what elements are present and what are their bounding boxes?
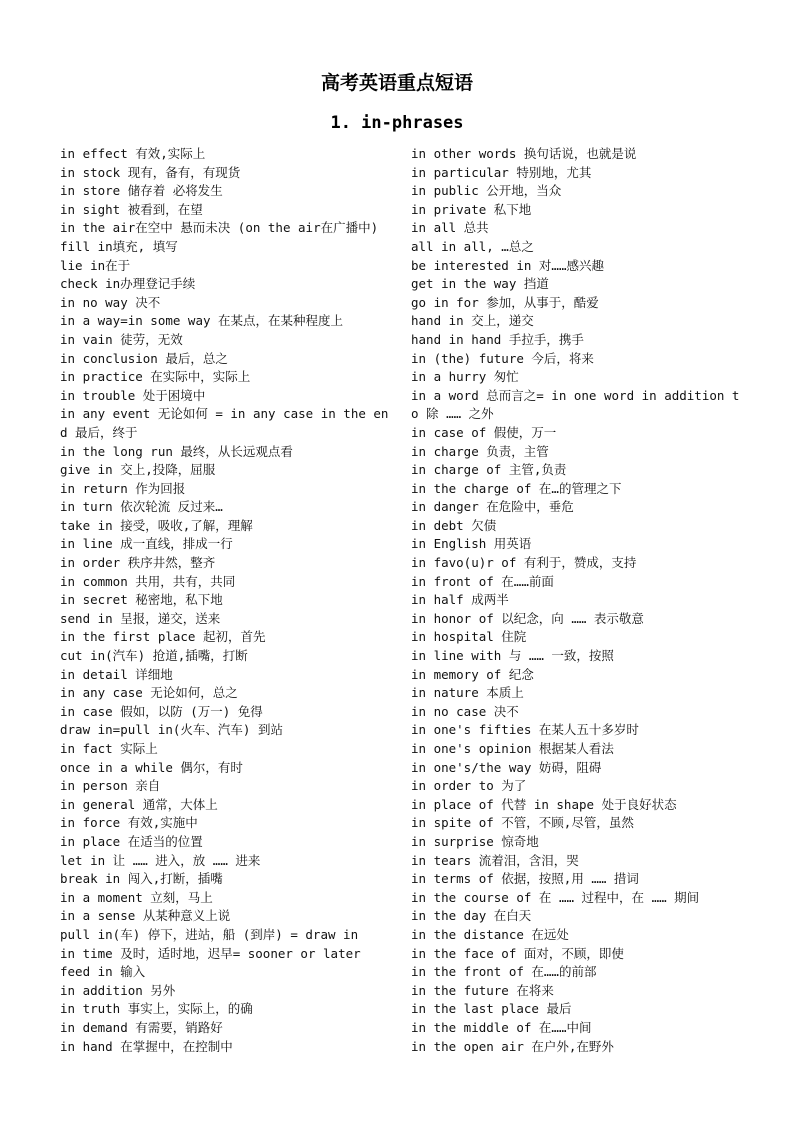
right-phrase-column bbox=[411, 145, 741, 1056]
left-phrase-column bbox=[60, 145, 390, 1056]
phrase-entry: go in for 参加，从事于，酷爱 bbox=[411, 294, 599, 310]
phrase-entry: in a hurry 匆忙 bbox=[411, 369, 519, 385]
phrase-entry: in place 在适当的位置 bbox=[60, 833, 203, 849]
phrase-entry: check in办理登记手续 bbox=[60, 276, 196, 292]
phrase-entry: in no case 决不 bbox=[411, 703, 519, 719]
phrase-entry: in the future 在将来 bbox=[411, 982, 554, 998]
phrase-entry: in charge 负责，主管 bbox=[411, 443, 549, 459]
phrase-entry: in one's opinion 根据某人看法 bbox=[411, 741, 614, 756]
phrase-entry: in spite of 不管，不顾,尽管，虽然 bbox=[411, 815, 634, 831]
phrase-entry: in all 总共 bbox=[411, 220, 489, 236]
phrase-entry: in detail 详细地 bbox=[60, 666, 173, 682]
phrase-entry: in general 通常，大体上 bbox=[60, 796, 218, 812]
phrase-entry: feed in 输入 bbox=[60, 964, 146, 980]
phrase-entry: in one's fifties 在某人五十多岁时 bbox=[411, 722, 639, 738]
phrase-entry: in half 成两半 bbox=[411, 592, 509, 608]
phrase-entry: in any case 无论如何，总之 bbox=[60, 685, 238, 701]
phrase-entry: in surprise 惊奇地 bbox=[411, 833, 539, 849]
phrase-entry: in the course of 在 …… 过程中，在 …… 期间 bbox=[411, 889, 700, 905]
phrase-entry: in the day 在白天 bbox=[411, 908, 532, 924]
phrase-entry: once in a while 偶尔，有时 bbox=[60, 759, 243, 775]
phrase-entry: let in 让 …… 进入，放 …… 进来 bbox=[60, 852, 261, 868]
phrase-entry: in public 公开地，当众 bbox=[411, 183, 562, 199]
phrase-entry: in particular 特别地，尤其 bbox=[411, 164, 592, 180]
phrase-entry: in English 用英语 bbox=[411, 536, 532, 552]
phrase-entry: in the charge of 在…的管理之下 bbox=[411, 480, 622, 496]
phrase-entry: break in 闯入,打断，插嘴 bbox=[60, 871, 223, 887]
phrase-entry: in turn 依次轮流 反过来… bbox=[60, 499, 223, 515]
phrase-entry: in terms of 依据，按照,用 …… 措词 bbox=[411, 871, 639, 887]
phrase-entry: in memory of 纪念 bbox=[411, 666, 534, 682]
phrase-entry: in front of 在……前面 bbox=[411, 573, 554, 589]
phrase-entry: hand in 交上，递交 bbox=[411, 313, 534, 329]
phrase-entry: in a sense 从某种意义上说 bbox=[60, 908, 231, 924]
phrase-entry: in store 储存着 必将发生 bbox=[60, 183, 223, 199]
phrase-entry: in the middle of 在……中间 bbox=[411, 1019, 592, 1035]
phrase-entry: in sight 被看到，在望 bbox=[60, 201, 203, 217]
phrase-entry: in line 成一直线，排成一行 bbox=[60, 536, 233, 552]
phrase-entry: in return 作为回报 bbox=[60, 480, 186, 496]
phrase-entry: in person 亲自 bbox=[60, 778, 161, 794]
phrase-entry: take in 接受，吸收,了解，理解 bbox=[60, 517, 253, 533]
phrase-entry: in the open air 在户外,在野外 bbox=[411, 1038, 614, 1054]
phrase-entry: in danger 在危险中，垂危 bbox=[411, 499, 574, 515]
phrase-entry: in order 秩序井然，整齐 bbox=[60, 555, 216, 571]
phrase-entry: in truth 事实上，实际上，的确 bbox=[60, 1001, 253, 1017]
phrase-entry: in vain 徒劳，无效 bbox=[60, 331, 183, 347]
phrase-entry: be interested in 对……感兴趣 bbox=[411, 257, 604, 273]
phrase-entry: in the air在空中 悬而未决 (on the air在广播中) bbox=[60, 220, 379, 236]
phrase-entry: in a word 总而言之= in one word in addition to 除 …… 之外 bbox=[411, 387, 740, 422]
phrase-entry: in a moment 立刻，马上 bbox=[60, 889, 213, 905]
phrase-entry: in charge of 主管,负责 bbox=[411, 462, 567, 478]
phrase-entry: in tears 流着泪，含泪，哭 bbox=[411, 852, 579, 868]
phrase-entry: in force 有效,实施中 bbox=[60, 815, 198, 831]
phrase-entry: in the face of 面对，不顾，即使 bbox=[411, 945, 624, 961]
phrase-entry: in honor of 以纪念，向 …… 表示敬意 bbox=[411, 610, 644, 626]
phrase-entry: in debt 欠债 bbox=[411, 517, 497, 533]
phrase-entry: in practice 在实际中，实际上 bbox=[60, 369, 251, 385]
phrase-entry: in addition 另外 bbox=[60, 982, 176, 998]
phrase-entry: in the front of 在……的前部 bbox=[411, 964, 597, 980]
phrase-entry: in one's/the way 妨碍，阻碍 bbox=[411, 759, 602, 775]
phrase-entry: in hand 在掌握中，在控制中 bbox=[60, 1038, 233, 1054]
phrase-entry: in conclusion 最后，总之 bbox=[60, 350, 228, 366]
phrase-entry: in the long run 最终，从长远观点看 bbox=[60, 443, 293, 459]
phrase-entry: in stock 现有，备有，有现货 bbox=[60, 164, 241, 180]
phrase-entry: in line with 与 …… 一致，按照 bbox=[411, 648, 614, 664]
phrase-entry: in place of 代替 in shape 处于良好状态 bbox=[411, 796, 677, 812]
phrase-entry: in no way 决不 bbox=[60, 294, 161, 310]
phrase-entry: send in 呈报，递交，送来 bbox=[60, 610, 221, 626]
phrase-entry: fill in填充, 填写 bbox=[60, 238, 178, 254]
phrase-entry: get in the way 挡道 bbox=[411, 276, 549, 292]
phrase-entry: in any event 无论如何 = in any case in the end 最后，终于 bbox=[60, 406, 389, 440]
phrase-entry: in private 私下地 bbox=[411, 201, 532, 217]
phrase-entry: in fact 实际上 bbox=[60, 741, 158, 756]
phrase-entry: in order to 为了 bbox=[411, 778, 527, 794]
phrase-entry: in effect 有效,实际上 bbox=[60, 146, 206, 161]
phrase-entry: pull in(车) 停下，进站，船 (到岸) = draw in bbox=[60, 926, 359, 942]
phrase-entry: in case 假如，以防 (万一) 免得 bbox=[60, 703, 263, 719]
phrase-entry: in (the) future 今后，将来 bbox=[411, 350, 594, 366]
phrase-entry: in favo(u)r of 有利于，赞成，支持 bbox=[411, 555, 637, 571]
phrase-entry: hand in hand 手拉手，携手 bbox=[411, 331, 584, 347]
phrase-entry: in secret 秘密地，私下地 bbox=[60, 592, 223, 608]
phrase-entry: in a way=in some way 在某点，在某种程度上 bbox=[60, 313, 344, 329]
phrase-entry: in other words 换句话说，也就是说 bbox=[411, 146, 637, 161]
phrase-entry: in hospital 住院 bbox=[411, 629, 527, 645]
phrase-entry: in demand 有需要，销路好 bbox=[60, 1019, 223, 1035]
phrase-entry: lie in在于 bbox=[60, 257, 131, 273]
phrase-entry: give in 交上,投降，屈服 bbox=[60, 462, 216, 478]
phrase-entry: draw in=pull in(火车、汽车) 到站 bbox=[60, 722, 283, 738]
phrase-entry: in the first place 起初，首先 bbox=[60, 629, 266, 645]
phrase-entry: in nature 本质上 bbox=[411, 685, 524, 701]
phrase-entry: in common 共用，共有，共同 bbox=[60, 573, 236, 589]
phrase-entry: in case of 假使，万一 bbox=[411, 424, 557, 440]
phrase-entry: all in all, …总之 bbox=[411, 238, 534, 254]
section-heading: 1. in-phrases bbox=[330, 113, 464, 133]
phrase-entry: in the distance 在远处 bbox=[411, 926, 569, 942]
phrase-entry: in trouble 处于困境中 bbox=[60, 387, 206, 403]
phrase-entry: in the last place 最后 bbox=[411, 1001, 572, 1017]
phrase-entry: in time 及时，适时地，迟早= sooner or later bbox=[60, 945, 361, 961]
phrase-entry: cut in(汽车) 抢道,插嘴，打断 bbox=[60, 648, 248, 664]
page-title: 高考英语重点短语 bbox=[320, 72, 473, 94]
